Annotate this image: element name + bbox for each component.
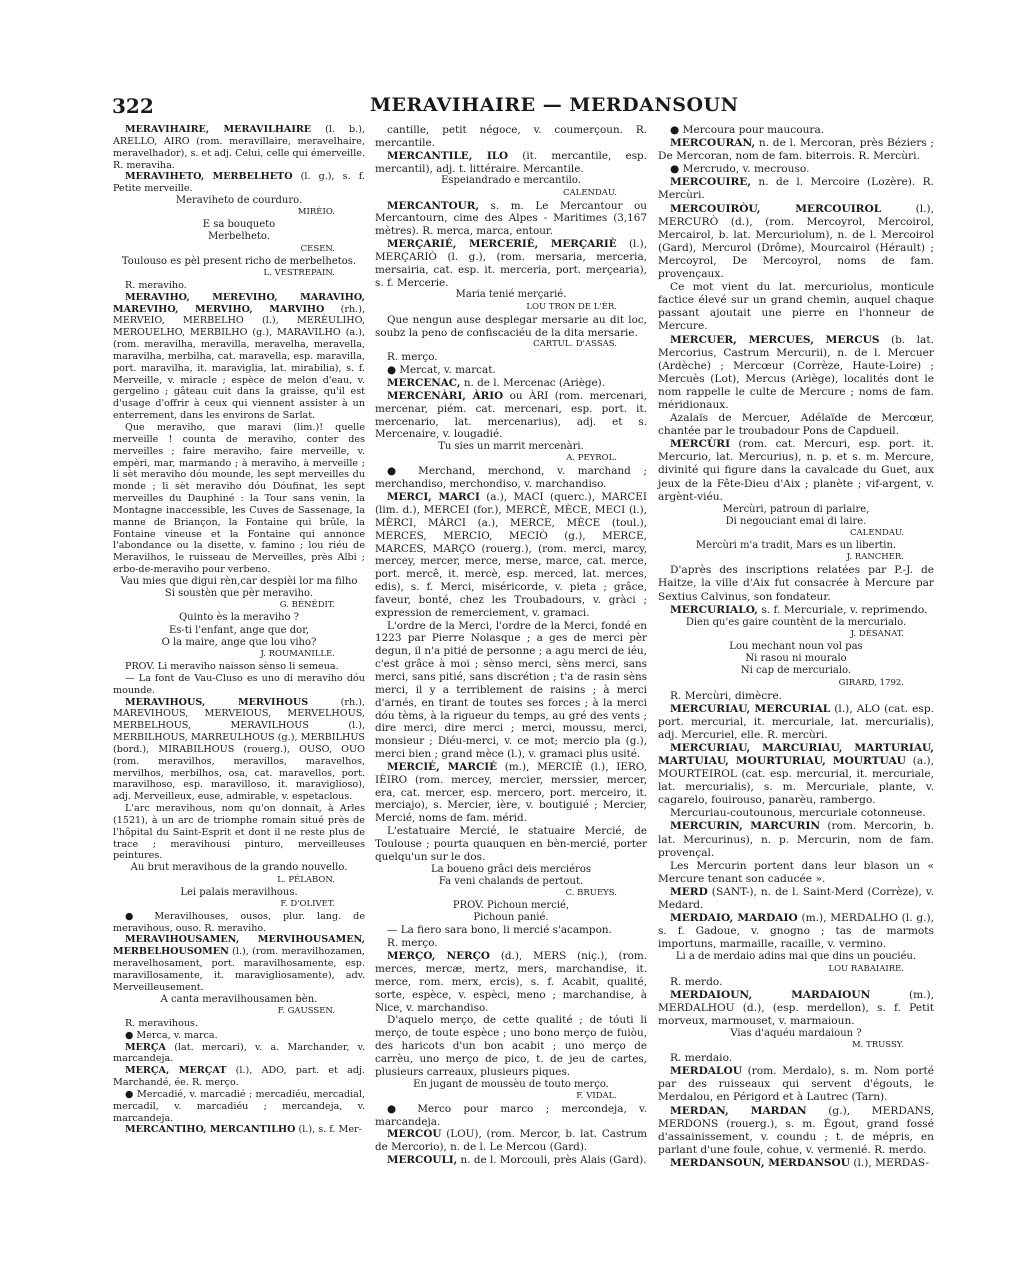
dictionary-entry: MERCOURAN, n. de l. Mercoran, près Béziers ; De Mercoran, nom de fam. biterrois. R. Mercùri. <box>658 137 934 163</box>
quotation-line: Ni rasou ni mouralo <box>745 653 847 665</box>
dictionary-entry: R. meraviho. <box>125 279 187 291</box>
citation-source: J. ROUMANILLE. <box>260 648 335 659</box>
citation-source: M. TRUSSY. <box>851 1040 904 1051</box>
quotation-line: Tu sies un marrit mercenàri. <box>438 441 584 453</box>
dictionary-entry: MERDALOU (rom. Merdalo), s. m. Nom porté par des ruisseaux qui servent d'égouts, le Merdalou, en Périgord et à Lautrec (Tarn). <box>658 1065 934 1104</box>
dictionary-entry: MERAVIHO, MEREVIHO, MARAVIHO, MAREVIHO, MERVIHO, MARVIHO (rh.), MERVEIO, MERBELHO (l.), MERÈULIHO, MEROUELHO, MERBILHO (g.), MARAVILHO (a.), (rom. meravilha, meravilla, meravelha, meravella, maravilha, merbilha, cat. maravella, esp. maravilla, port. maravilha, it. maraviglia, lat. mirabilia), s. f. Merveille, v. miracle ; espèce de melon d'eau, v. gergelino ; gâteau cuit dans la graisse, qu'il est d'usage d'offrir à ceux qui viennent assister à un enterrement, dans les environs de Sarlat. <box>113 291 365 422</box>
dictionary-entry: ● Meravilhouses, ousos, plur. lang. de meravihous, ouso. R. meraviho. <box>113 910 365 934</box>
dictionary-entry: cantille, petit négoce, v. coumerçoun. R. mercantile. <box>375 124 647 149</box>
dictionary-entry: MERDAN, MARDAN (g.), MERDANS, MERDONS (rouerg.), s. m. Égout, grand fossé d'assainissement, v. coundu ; t. de mépris, en parlant d'une foule, cohue, v. vermenié. R. merdo. <box>658 1104 934 1156</box>
quotation-line: Vias d'aquéu mardaioun ? <box>730 1027 862 1039</box>
dictionary-entry: PROV. Li meraviho naisson sènso li semeua. <box>125 660 339 672</box>
dictionary-entry: L'estatuaire Mercié, le statuaire Mercié, de Toulouse ; pourta quauquen en bèn-mercié, porter quelqu'un sur le dos. <box>375 825 647 863</box>
dictionary-entry: Ce mot vient du lat. mercuriolus, monticule factice élevé sur un grand chemin, auquel chaque passant ajoutait une pierre en l'honneur de Mercure. <box>658 281 934 333</box>
dictionary-entry: D'aquelo merço, de cette qualité ; de tóuti li merço, de toute espèce ; uno bono merço de fuiòu, des haricots d'un bon acabit ; uno merço de carrèu, uno merço de pico, t. de jeu de cartes, plusieurs carreaux, plusieurs piques. <box>375 1014 647 1078</box>
citation-source: CALENDAU. <box>563 187 617 198</box>
citation-source: GIRARD, 1792. <box>838 677 904 688</box>
quotation-line: Li a de merdaio adins mai que dins un pouciéu. <box>675 951 917 963</box>
dictionary-entry: MERÇA, MERÇAT (l.), ADO, part. et adj. Marchandé, ée. R. merço. <box>113 1065 365 1089</box>
dictionary-entry: MERCURIAU, MERCURIAL (l.), ALO (cat. esp. port. mercurial, it. mercuriale, lat. mercurialis), adj. Mercuriel, elle. R. mercùri. <box>658 702 934 741</box>
citation-source: MIRÈIO. <box>297 207 335 218</box>
dictionary-entry: MERD (SANT-), n. de l. Saint-Merd (Corrèze), v. Medard. <box>658 885 934 912</box>
page-number: 322 <box>112 94 154 118</box>
dictionary-entry: Les Mercurin portent dans leur blason un « Mercure tenant son caducée ». <box>658 859 934 885</box>
dictionary-entry: Que meraviho, que maravi (lim.)! quelle merveille ! counta de meraviho, conter des merveilles ; faire meraviho, faire merveille, v. empèri, mar, marmando ; à meraviho, à merveille ; li sèt meraviho dóu mounde, les sept merveilles du monde ; li sèt meraviho dóu Dóufinat, les sept merveilles du Dauphiné : la Tour sans venin, la Montagne inaccessible, les Cuves de Sassenage, la manne de Briançon, la Fontaine qui brûle, la Fontaine vineuse et la Fontaine qui annonce l'abondance ou la disette, v. famino ; lou riéu de Meravilhos, le ruisseau de Merveilles, près Albi ; erbo-de-meraviho pour verbeno. <box>113 422 365 576</box>
quotation-line: Si soustèn que pèr meraviho. <box>164 588 314 600</box>
dictionary-entry: MERDAIOUN, MARDAIOUN (m.), MERDALHOU (d.), (esp. merdellon), s. f. Petit morveux, marmouset, v. marmaioun. <box>658 988 934 1027</box>
quotation-line: Merbelheto. <box>208 231 270 243</box>
dictionary-entry: MERCOUIRÒU, MERCOUIROL (l.), MERCURÒ (d.), (rom. Mercoyrol, Mercoirol, Mercairol, b. lat. Mercuriolum), n. de l. Mercoirol (Gard), Mercurol (Drôme), Mourcairol (Hérault) ; Mercoyrol, De Mercoyrol, noms de fam. provençaux. <box>658 202 934 281</box>
quotation-line: Meraviheto de courduro. <box>175 195 303 207</box>
citation-source: F. GAUSSEN. <box>277 1005 335 1016</box>
running-head: MERAVIHAIRE — MERDANSOUN <box>370 94 739 116</box>
quotation-line: Lei palais meravilhous. <box>180 886 298 898</box>
quotation-line: Au brut meravihous de la grando nouvello. <box>130 862 348 874</box>
quotation-line: Toulouso es pèl present richo de merbelhetos. <box>121 255 357 267</box>
dictionary-entry: MERÇO, NERÇO (d.), MERS (niç.), (rom. merces, mercæ, mertz, mers, marchandise, it. merce, rom. merx, ercis), s. f. Acabit, qualité, sorte, espèce, v. espèci, meno ; marchandise, à Nice, v. marchandiso. <box>375 950 647 1014</box>
dictionary-entry: MERAVIHOUSAMEN, MERVIHOUSAMEN, MERBELHOUSOMEN (l.), (rom. meravilhozamen, meravelhosament, port. maravilhosamente, esp. maravillosamente, it. maravigliosamente), adv. Merveilleusement. <box>113 934 365 993</box>
dictionary-entry: R. merço. <box>387 351 438 364</box>
citation-source: CARTUL. D'ASSAS. <box>533 339 617 350</box>
dictionary-entry: R. Mercùri, dimècre. <box>670 689 782 702</box>
dictionary-entry: ● Merco pour marco ; mercondeja, v. marcandeja. <box>375 1102 647 1128</box>
quotation-line: Dien qu'es gaire countènt de la mercurialo. <box>685 616 907 628</box>
dictionary-entry: MERCOUIRE, n. de l. Mercoire (Lozère). R. Mercùri. <box>658 176 934 202</box>
dictionary-entry: MERAVIHAIRE, MERAVILHAIRE (l. b.), ARELLO, AIRO (rom. meravillaire, meravelhaire, meravelhador), s. et adj. Celui, celle qui émerveille. R. meraviha. <box>113 124 365 171</box>
quotation-line: Lou mechant noun vol pas <box>729 640 863 652</box>
citation-source: J. RANCHER. <box>846 552 904 563</box>
quotation-line: Quinto ès la meraviho ? <box>178 612 300 624</box>
dictionary-entry: MERCENAC, n. de l. Mercenac (Ariège). <box>387 377 606 390</box>
quotation-line: PROV. Pichoun mercié, <box>452 900 570 912</box>
dictionary-entry: ● Mercat, v. marcat. <box>387 364 496 377</box>
dictionary-entry: MERCI, MARCI (a.), MACI (querc.), MARCEI (lim. d.), MERCEI (for.), MERCÈ, MÈCE, MECI (l.), MÈRCI, MÀRCI (a.), MERCE, MÈCE (toul.), MERCES, MERCIO, MECIÒ (g.), MERCE, MARCES, MARÇO (rouerg.), (rom. merci, marcy, mercey, mercer, merce, merse, marce, cat. merce, port. mercê, it. mercè, esp. merced, lat. merces, edis), s. f. Merci, miséricorde, v. pieta ; grâce, faveur, bonté, chez les Troubadours, v. gràci ; expression de remerciement, v. gramaci. <box>375 491 647 619</box>
citation-source: A. PEYROL. <box>566 453 617 464</box>
dictionary-entry: MERAVIHOUS, MERVIHOUS (rh.), MAREVIHOUS, MERVEIOUS, MERVELHOUS, MERBELHOUS, MERAVILHOUS (l.), MERBILHOUS, MARREULHOUS (g.), MERBILHUS (bord.), MIRABILHOUS (rouerg.), OUSO, OUO (rom. meravilhos, meravillos, maravelhos, mervilhos, merbilhos, osa, cat. maravellos, port. maravilhoso, esp. maravilloso, it. maraviglioso), adj. Merveilleux, euse, admirable, v. espetaclous. <box>113 696 365 803</box>
dictionary-entry: MERCIÉ, MARCIÉ (m.), MERCIÈ (l.), IERO, IÈIRO (rom. mercey, mercier, merssier, mercer, era, cat. mercer, esp. mercero, port. merceiro, it. merciajo), s. Mercier, ière, v. boutiguié ; Mercier, Mercié, noms de fam. mérid. <box>375 760 647 825</box>
page-header <box>112 94 932 118</box>
citation-source: L. VESTREPAIN. <box>263 267 335 278</box>
citation-source: LOU RABAIAIRE. <box>828 963 904 974</box>
dictionary-entry: MERAVIHETO, MERBELHETO (l. g.), s. f. Petite merveille. <box>113 171 365 195</box>
quotation-line: La boueno grâci deis merciéros <box>431 863 591 875</box>
quotation-line: Vau mies que digui rèn,car despièi lor ma filho <box>120 575 358 587</box>
citation-source: J. DÉSANAT. <box>850 628 904 639</box>
dictionary-entry: ● Merchand, merchond, v. marchand ; merchandiso, merchondiso, v. marchandiso. <box>375 465 647 491</box>
dictionary-entry: ● Merca, v. marca. <box>125 1029 218 1041</box>
dictionary-entry: MERCOULI, n. de l. Morcouli, près Alais (Gard). <box>387 1154 647 1167</box>
quotation-line: Di negouciant emai di laire. <box>725 515 867 527</box>
dictionary-entry: MERDANSOUN, MERDANSOU (l.), MERDAS- <box>670 1156 930 1169</box>
dictionary-entry: — La font de Vau-Cluso es uno di meraviho dóu mounde. <box>113 672 365 696</box>
dictionary-entry: — La fiero sara bono, li mercié s'acampon. <box>387 924 612 937</box>
dictionary-entry: MERCOU (LOU), (rom. Mercor, b. lat. Castrum de Mercorio), n. de l. Le Mercou (Gard). <box>375 1128 647 1154</box>
dictionary-entry: D'après des inscriptions relatées par P.-J. de Haitze, la ville d'Aix fut consacrée à Mercure par Sextius Calvinus, son fondateur. <box>658 564 934 603</box>
quotation-line: A canta meravilhousamen bèn. <box>160 993 318 1005</box>
dictionary-entry: R. merdo. <box>670 975 723 988</box>
quotation-line: En jugant de moussèu de touto merço. <box>413 1078 609 1090</box>
column-middle <box>375 124 647 1167</box>
dictionary-entry: MERÇA (lat. mercari), v. a. Marchander, v. marcandeja. <box>113 1041 365 1065</box>
quotation-line: Maria tenié merçarié. <box>455 289 567 301</box>
dictionary-entry: MERCANTOUR, s. m. Le Mercantour ou Mercantourn, cime des Alpes - Maritimes (3,167 mètres). R. merca, marca, entour. <box>375 199 647 238</box>
dictionary-entry: Mercuriau-coutounous, mercuriale cotonneuse. <box>670 807 926 820</box>
citation-source: LOU TRON DE L'ÈR. <box>526 301 617 312</box>
column-right <box>658 124 934 1170</box>
quotation-line: Fa veni chalands de pertout. <box>438 875 584 887</box>
dictionary-entry: MERCÙRI (rom. cat. Mercuri, esp. port. it. Mercurio, lat. Mercurius), n. p. et s. m. Mercure, divinité qui figure dans la cavalcade du Guet, aux jeux de la Fête-Dieu d'Aix ; planète ; vif-argent, v. argènt-viéu. <box>658 438 934 503</box>
citation-source: CESEN. <box>300 243 335 254</box>
dictionary-entry: R. merço. <box>387 937 438 950</box>
dictionary-entry: L'arc meravihous, nom qu'on donnait, à Arles (1521), à un arc de triomphe romain situé près de l'hôpital du Saint-Esprit et dont il ne reste plus de trace ; meravihousi pinturo, merveilleuses peintures. <box>113 803 365 862</box>
dictionary-entry: ● Mercadié, v. marcadié ; mercadiéu, mercadial, mercadil, v. marcadiéu ; mercandeja, v. marcandeja. <box>113 1088 365 1124</box>
dictionary-entry: MERCANTILE, ILO (it. mercantile, esp. mercantil), adj. t. littéraire. Mercantile. <box>375 149 647 175</box>
quotation-line: Ni cap de mercurialo. <box>740 665 852 677</box>
dictionary-entry: MERCENÀRI, ÀRIO ou ÀRI (rom. mercenari, mercenar, piém. cat. mercenari, esp. port. it. mercenario, lat. mercenarius), adj. et s. Mercenaire, v. lougadié. <box>375 389 647 441</box>
citation-source: C. BRUEYS. <box>565 888 617 899</box>
dictionary-entry: MERCURIAU, MARCURIAU, MARTURIAU, MARTUIAU, MOURTURIAU, MOURTUAU (a.), MOURTEIROL (cat. esp. mercurial, it. mercuriale, lat. mercurialis), s. m. Mercuriale, plante, v. cagarelo, fouirouso, panarèu, rambergo. <box>658 741 935 807</box>
citation-source: CALENDAU. <box>850 528 904 539</box>
dictionary-entry: R. merdaio. <box>670 1052 733 1065</box>
dictionary-entry: L'ordre de la Merci, l'ordre de la Merci, fondé en 1223 par Pierre Nolasque ; a ges de merci pèr degun, il n'a pitié de personne ; a agu merci de iéu, c'est grâce à moi ; sènso merci, sèns merci, sans merci, sans pitié, sans discrétion ; t'a de rasin sèns merci, il y a terriblement de raisins ; à merci d'arnés, en tirant de toutes ses forces ; à la merci dóu tèms, à la rigueur du temps, au gré des vents ; dire merci, dire merci ; merci, moussu, merci, monsieur ; Diéu-merci, v. ce mot; mercio pla (g.), merci bien ; grand mèce (l.), v. gramaci plus usité. <box>375 619 647 761</box>
dictionary-entry: ● Mercoura pour maucoura. <box>670 124 825 136</box>
citation-source: F. D'OLIVET. <box>280 898 335 909</box>
citation-source: F. VIDAL. <box>576 1090 617 1101</box>
dictionary-entry: MERCANTIHO, MERCANTILHO (l.), s. f. Mer- <box>125 1124 362 1136</box>
citation-source: G. BÉNÉDIT. <box>279 600 335 611</box>
quotation-line: Mercùri m'a tradit, Mars es un libertin. <box>695 540 897 552</box>
quotation-line: Es-ti l'enfant, ange que dor, <box>168 624 310 636</box>
dictionary-entry: MERDAIO, MARDAIO (m.), MERDALHO (l. g.), s. f. Gadoue, v. gnogno ; tas de marmots importuns, marmaille, racaille, v. vermino. <box>658 912 934 951</box>
quotation-line: E sa bouqueto <box>202 219 276 231</box>
quotation-line: Pichoun panié. <box>473 912 549 924</box>
dictionary-entry: Azalaïs de Mercuer, Adélaïde de Mercœur, chantée par le troubadour Pons de Capdueil. <box>658 412 934 438</box>
quotation-line: Espeiandrado e mercantilo. <box>441 175 581 187</box>
dictionary-entry: MERCURIALO, s. f. Mercuriale, v. reprimendo. <box>670 603 928 616</box>
dictionary-entry: MERCUER, MERCUES, MERCUS (b. lat. Mercorius, Castrum Mercurii), n. de l. Mercuer (Ardèche) ; Mercœur (Corrèze, Haute-Loire) ; Mercuès (Lot), Mercus (Ariège), localités dont le nom rappelle le culte de Mercure ; noms de fam. méridionaux. <box>658 333 934 411</box>
dictionary-entry: ● Mercrudo, v. mecrouso. <box>670 163 810 176</box>
dictionary-entry: Que nengun ause desplegar mersarie au dit loc, soubz la peno de confiscaciéu de la dita mersarie. <box>375 313 647 339</box>
dictionary-entry: R. meravihous. <box>125 1017 198 1029</box>
quotation-line: Mercùri, patroun di parlaire, <box>722 503 870 515</box>
dictionary-entry: MERÇARIÉ, MERCERIÉ, MERÇARIÈ (l.), MERÇARIÒ (l. g.), (rom. mersaria, merceria, mersairia, cat. esp. it. merceria, port. merçearia), s. f. Mercerie. <box>375 238 647 289</box>
column-left <box>113 124 365 1136</box>
dictionary-entry: MERCURIN, MARCURIN (rom. Mercorin, b. lat. Mercurinus), n. p. Mercurin, nom de fam. provençal. <box>658 820 935 859</box>
citation-source: L. PÉLABON. <box>277 874 335 885</box>
quotation-line: O la maire, ange que lou viho? <box>161 636 317 648</box>
